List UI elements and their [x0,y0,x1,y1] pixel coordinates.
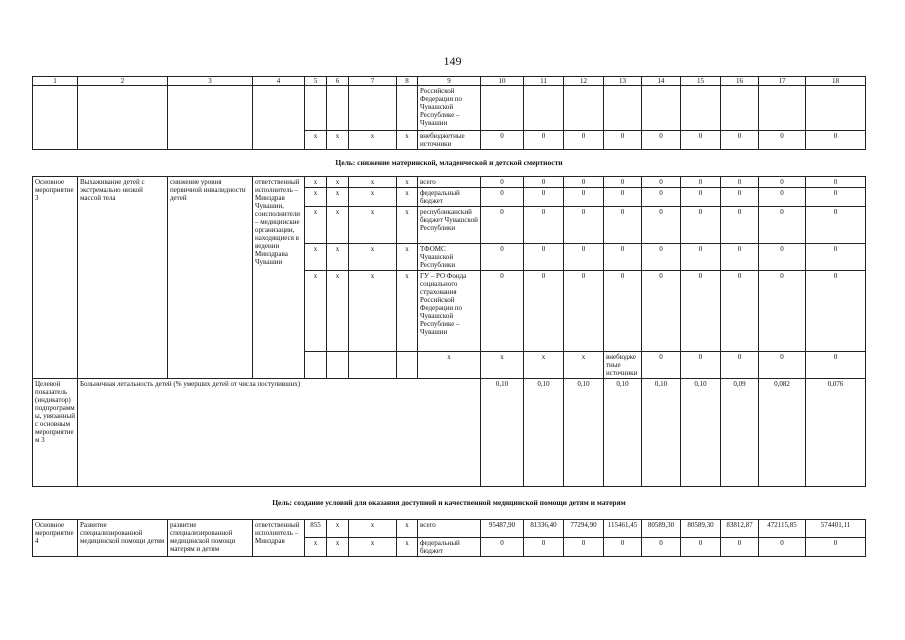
value-cell: 0 [604,244,642,271]
value-cell: 0 [721,207,759,244]
col-header: 9 [418,77,481,86]
cell-x: x [305,207,327,244]
cell-x: x [327,271,349,352]
value-cell: 0 [681,352,721,379]
responsible-executor: ответственный исполнитель – Минздрав Чувашии, соисполнители – медицинские организации, находящиеся в ведении Минздрава Чувашии [253,177,305,379]
cell-x: x [349,207,397,244]
funding-source: внебюджетные источники [418,131,481,150]
value-cell: 0 [564,538,604,557]
value-cell: 83812,87 [721,520,759,538]
cell-x: x [327,131,349,150]
value-cell: 0 [806,244,866,271]
value-cell: 574401,11 [806,520,866,538]
goal-heading-row [33,150,866,177]
value-cell: 0 [759,244,806,271]
cell-x: x [305,244,327,271]
column-number-row [33,77,866,86]
cell-x: x [305,131,327,150]
value-cell: 0 [759,177,806,188]
cell-x: x [524,352,564,379]
funding-source: федеральный бюджет [418,188,481,207]
value-cell: 0 [806,131,866,150]
value-cell: 0 [721,352,759,379]
cell-x: x [305,271,327,352]
value-cell: 0 [604,207,642,244]
cell-x: x [327,520,349,538]
col-header: 17 [759,77,806,86]
value-cell: 0 [681,538,721,557]
measure-description: Развитие специализированной медицинской помощи детям [78,520,168,557]
value-cell: 0,10 [524,379,564,487]
col-header: 14 [642,77,681,86]
value-cell: 81336,40 [524,520,564,538]
cell-x: x [349,188,397,207]
value-cell: 0 [481,188,524,207]
table-row [33,177,866,188]
value-cell: 0 [481,244,524,271]
col-header: 3 [168,77,253,86]
cell-x: x [327,188,349,207]
value-cell: 0 [681,177,721,188]
funding-source: всего [418,520,481,538]
value-cell: 0 [564,188,604,207]
cell-x: x [349,177,397,188]
indicator-text: Больничная летальность детей (% умерших детей от числа поступивших) [78,379,481,487]
value-cell: 0 [721,131,759,150]
value-cell: 0,082 [759,379,806,487]
value-cell: 0 [604,177,642,188]
value-cell: 0 [806,271,866,352]
responsible-executor: ответственный исполнитель – Минздрав [253,520,305,557]
value-cell: 0 [604,271,642,352]
goal-heading-row [33,487,866,520]
value-cell: 0 [642,271,681,352]
value-cell: 0,10 [681,379,721,487]
col-header: 15 [681,77,721,86]
cell-x: x [564,352,604,379]
value-cell: 0 [524,207,564,244]
value-cell: 0 [721,188,759,207]
value-cell: 0 [759,207,806,244]
col-header: 12 [564,77,604,86]
value-cell: 0 [806,177,866,188]
value-cell: 115461,45 [604,520,642,538]
cell-x: x [327,244,349,271]
measure-description: Выхаживание детей с экстремально низкой массой тела [78,177,168,379]
value-cell: 0 [806,188,866,207]
indicator-row [33,379,866,487]
value-cell: 0 [642,352,681,379]
value-cell: 95487,90 [481,520,524,538]
measure-result: развитие специализированной медицинской помощи матерям и детям [168,520,253,557]
col-header: 1 [33,77,78,86]
value-cell: 0 [721,244,759,271]
value-cell: 0 [642,177,681,188]
value-cell: 0 [604,538,642,557]
value-cell: 0 [759,131,806,150]
value-cell: 0 [564,244,604,271]
cell-x: x [349,271,397,352]
value-cell: 0 [642,244,681,271]
funding-source: ТФОМС Чувашской Республики [418,244,481,271]
cell-x: x [305,188,327,207]
col-header: 6 [327,77,349,86]
value-cell: 0 [806,538,866,557]
cell-x: x [349,131,397,150]
cell-x: x [397,538,418,557]
page-number: 149 [443,54,462,68]
funding-source: федеральный бюджет [418,538,481,557]
value-cell: 0,10 [481,379,524,487]
value-cell: 0 [604,188,642,207]
value-cell: 0 [721,271,759,352]
funding-source: ГУ – РО Фонда социального страхования Российской Федерации по Чувашской Республике – Чувашии [418,271,481,352]
value-cell: 0 [642,131,681,150]
value-cell: 0 [681,244,721,271]
cell-x: x [397,131,418,150]
value-cell: 0 [759,352,806,379]
col-header: 5 [305,77,327,86]
value-cell: 0 [564,271,604,352]
value-cell: 0 [481,177,524,188]
value-cell: 0 [681,131,721,150]
value-cell: 0 [721,538,759,557]
cell-x: x [397,207,418,244]
budget-table [32,76,866,557]
value-cell: 0 [524,271,564,352]
goal-heading: Цель: снижение материнской, младенческой и детской смертности [33,150,866,177]
value-cell: 0 [481,131,524,150]
value-cell: 0 [604,131,642,150]
cell-x: x [397,188,418,207]
value-cell: 0 [759,538,806,557]
value-cell: 80589,30 [681,520,721,538]
value-cell: 0 [642,188,681,207]
funding-source: Российской Федерации по Чувашской Республике – Чувашии [418,86,481,131]
value-cell: 0 [524,131,564,150]
cell-x: x [397,271,418,352]
value-cell: 0 [681,271,721,352]
cell-x: x [349,538,397,557]
value-cell: 0 [642,538,681,557]
value-cell: 0,076 [806,379,866,487]
value-cell: 0 [524,177,564,188]
value-cell: 0 [481,207,524,244]
value-cell: 0 [759,188,806,207]
value-cell: 0 [759,271,806,352]
cell-x: x [327,538,349,557]
value-cell: 0 [681,188,721,207]
cell-x: x [397,244,418,271]
value-cell: 0 [681,207,721,244]
col-header: 8 [397,77,418,86]
indicator-label: Целевой показатель (индикатор) подпрограммы, увязанный с основным мероприятием 3 [33,379,78,487]
value-cell: 0 [721,177,759,188]
table-row [33,86,866,131]
cell-x: x [349,520,397,538]
cell-x: x [481,352,524,379]
value-cell: 0,09 [721,379,759,487]
funding-source: внебюджетные источники [604,352,642,379]
value-cell: 0 [524,244,564,271]
col-header: 2 [78,77,168,86]
col-header: 18 [806,77,866,86]
value-cell: 0 [806,352,866,379]
measure-name: Основное мероприятие 4 [33,520,78,557]
funding-source: всего [418,177,481,188]
value-cell: 77294,90 [564,520,604,538]
col-header: 10 [481,77,524,86]
cell-x: x [349,244,397,271]
value-cell: 0 [524,188,564,207]
col-header: 7 [349,77,397,86]
col-header: 13 [604,77,642,86]
value-cell: 0,10 [604,379,642,487]
value-cell: 80589,30 [642,520,681,538]
col-header: 16 [721,77,759,86]
value-cell: 0 [524,538,564,557]
value-cell: 472115,85 [759,520,806,538]
budget-code: 855 [305,520,327,538]
value-cell: 0 [564,177,604,188]
measure-name: Основное мероприятие 3 [33,177,78,379]
col-header: 4 [253,77,305,86]
cell-x: x [305,538,327,557]
value-cell: 0 [481,538,524,557]
col-header: 11 [524,77,564,86]
value-cell: 0 [564,207,604,244]
funding-source: республиканский бюджет Чувашской Республики [418,207,481,244]
cell-x: x [418,352,481,379]
cell-x: x [397,520,418,538]
value-cell: 0,10 [642,379,681,487]
value-cell: 0 [806,207,866,244]
value-cell: 0 [564,131,604,150]
cell-x: x [327,177,349,188]
cell-x: x [397,177,418,188]
value-cell: 0 [481,271,524,352]
cell-x: x [305,177,327,188]
cell-x: x [327,207,349,244]
value-cell: 0,10 [564,379,604,487]
goal-heading: Цель: создание условий для оказания доступной и качественной медицинской помощи детям и матерям [33,487,866,520]
value-cell: 0 [642,207,681,244]
measure-result: снижение уровня первичной инвалидности детей [168,177,253,379]
table-row [33,520,866,538]
